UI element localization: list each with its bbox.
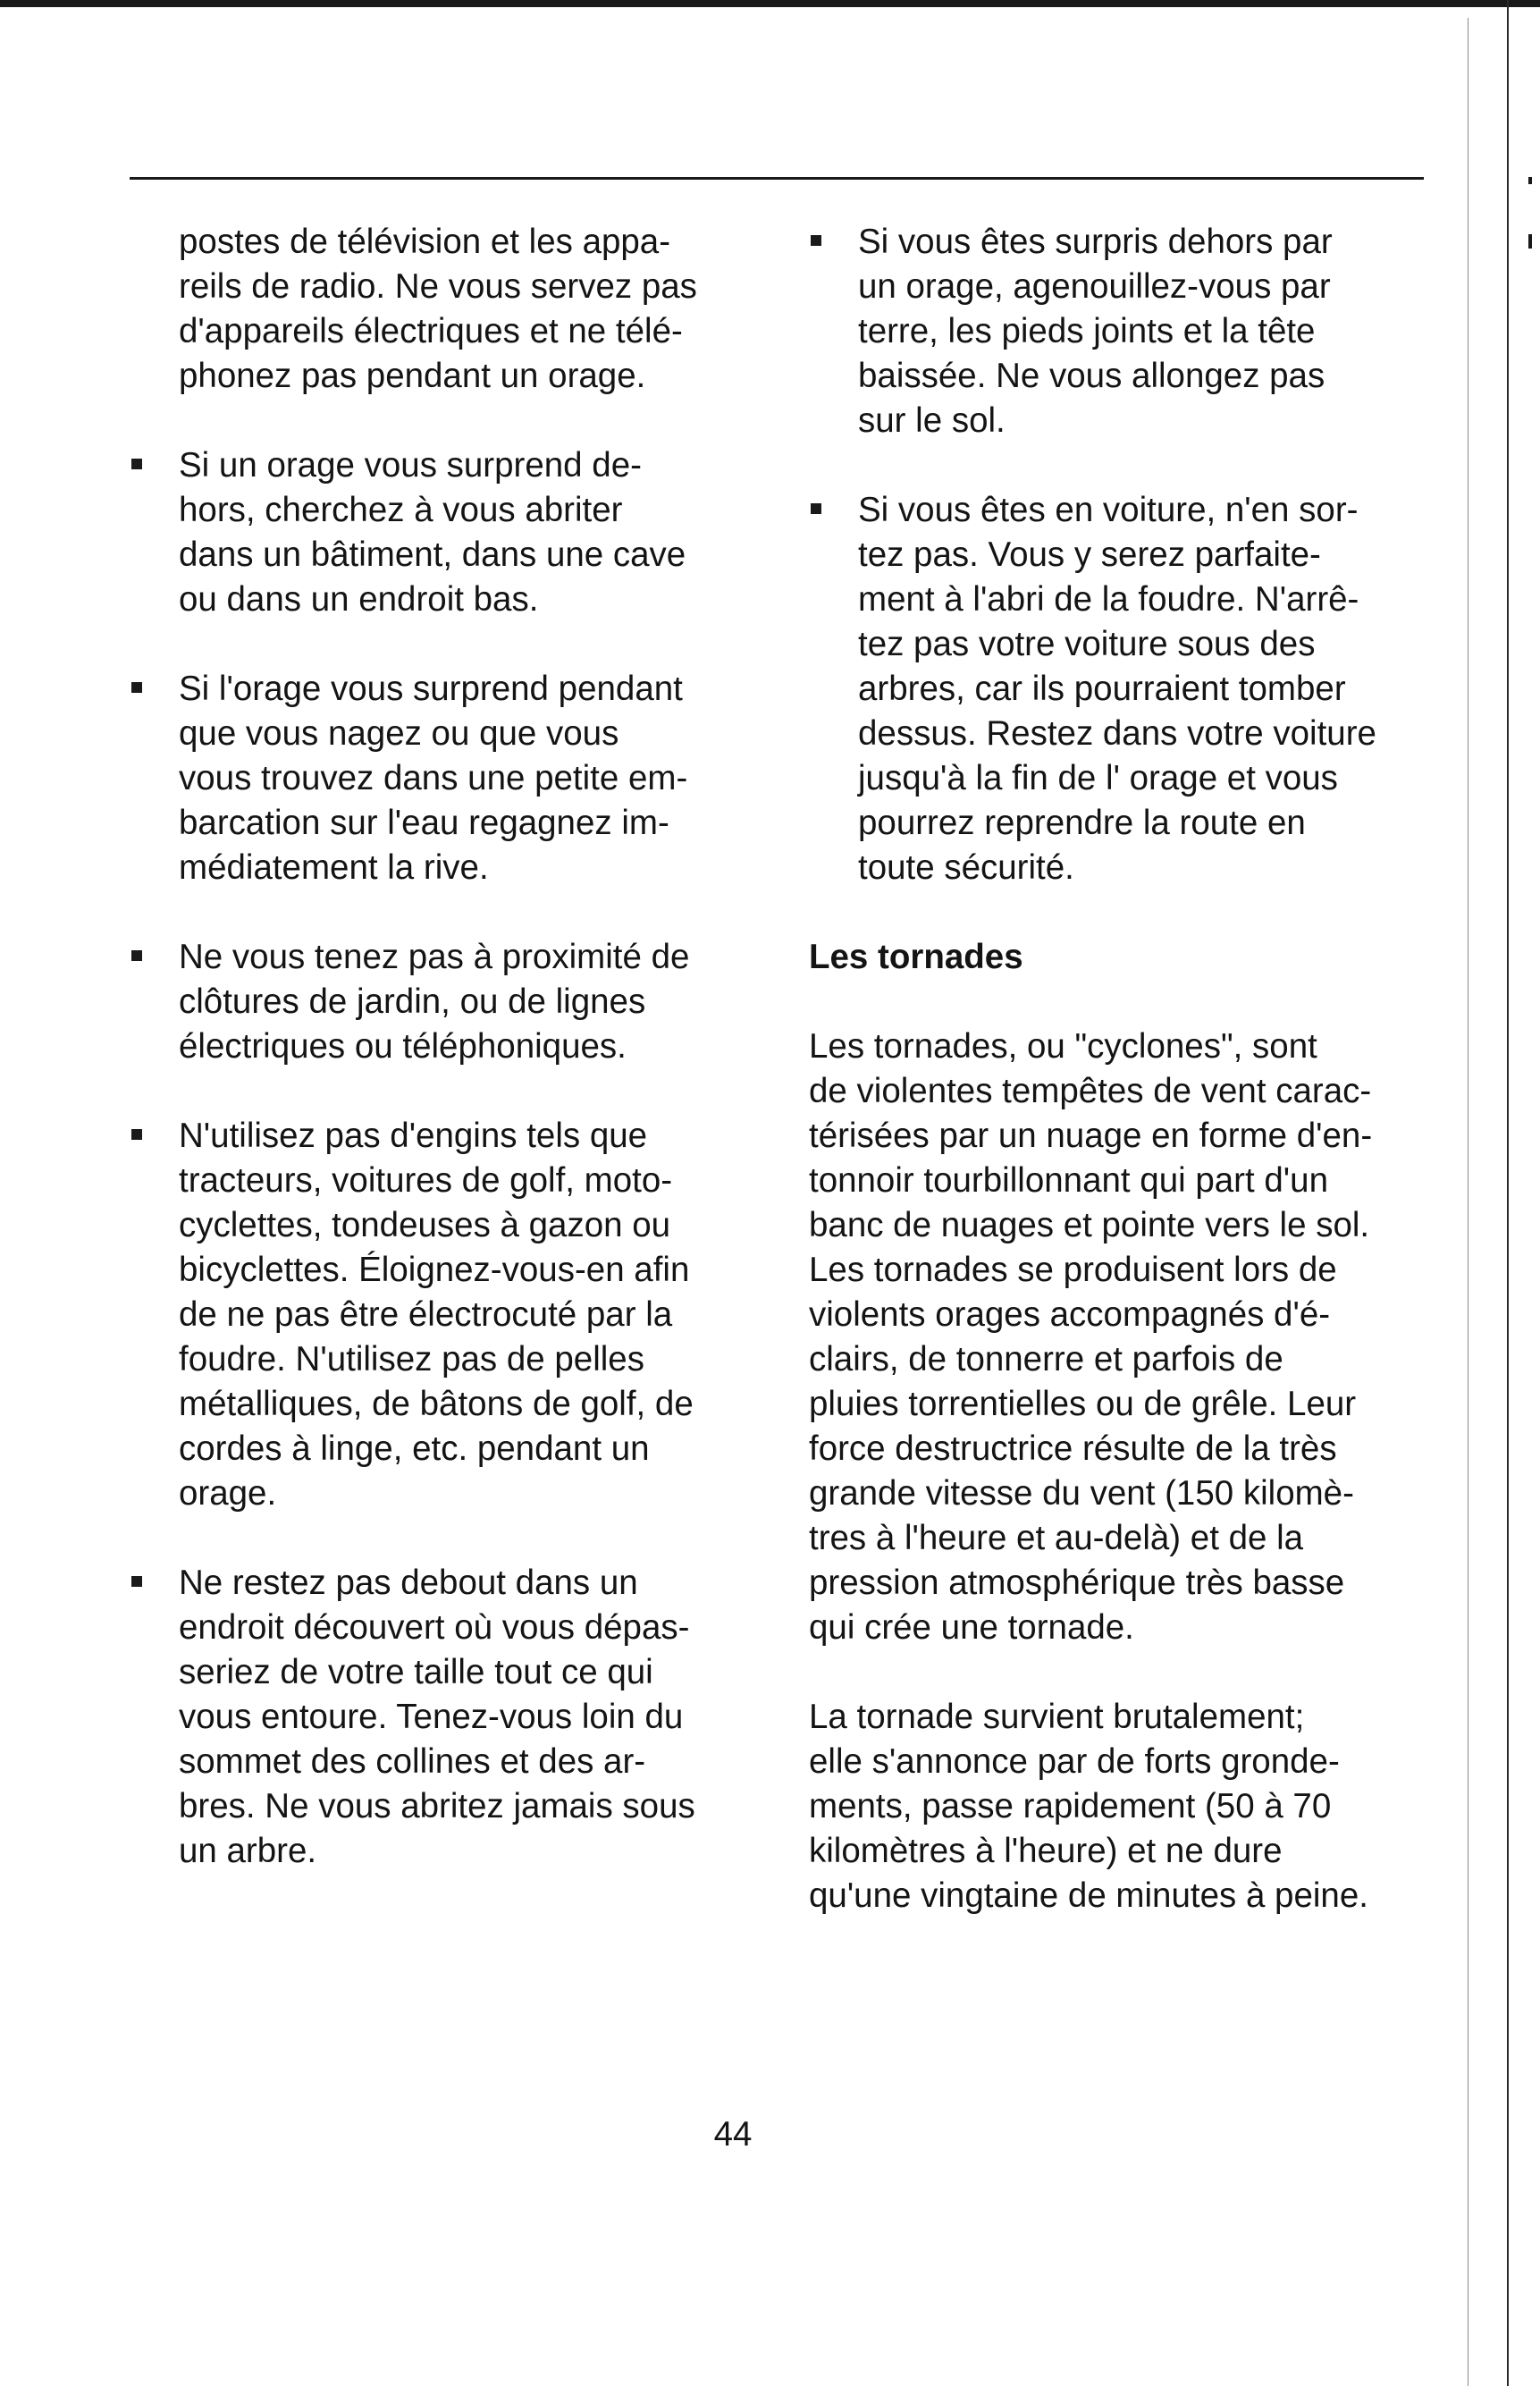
list-item-text: Ne vous tenez pas à proximité de clôtures de jardin, ou de lignes électriques ou téléphoniques. xyxy=(179,938,690,1066)
bullet-square-icon xyxy=(131,950,142,961)
list-item xyxy=(130,667,773,890)
list-item-text: Si vous êtes en voiture, n'en sor- tez pas. Vous y serez parfaite- ment à l'abri de la foudre. N'arrê- tez pas votre voiture sous des arbres, car ils pourraient tomber dessus. Restez dans votre voiture jusqu'à la fin de l' orage et vous pourrez reprendre la route en toute sécurité. xyxy=(858,491,1376,887)
list-item-text: Ne restez pas debout dans un endroit découvert où vous dépas- seriez de votre taille tout ce qui vous entoure. Tenez-vous loin du sommet des collines et des ar- bres. Ne vous abritez jamais sous un arbre. xyxy=(179,1564,695,1870)
scan-right-edge xyxy=(1507,0,1509,2386)
page-number: 44 xyxy=(713,2115,753,2154)
scan-edge-mark xyxy=(1528,234,1532,249)
continuation-paragraph: postes de télévision et les appa- reils de radio. Ne vous servez pas d'appareils électriques et ne télé- phonez pas pendant un orage. xyxy=(179,223,697,395)
list-item-text: Si vous êtes surpris dehors par un orage, agenouillez-vous par terre, les pieds joints et la tête baissée. Ne vous allongez pas sur le sol. xyxy=(858,223,1333,440)
left-column xyxy=(130,220,773,1874)
bullet-square-icon xyxy=(131,459,142,469)
bullet-square-icon xyxy=(811,235,821,246)
list-item xyxy=(130,935,773,1069)
body-paragraph: Les tornades, ou "cyclones", sont de violentes tempêtes de vent carac- térisées par un nuage en forme d'en- tonnoir tourbillonnant qui part d'un banc de nuages et pointe vers le sol. Les tornades se produisent lors de violents orages accompagnés d'é- clairs, de tonnerre et parfois de pluies torrentielles ou de grêle. Leur force destructrice résulte de la très grande vitesse du vent (150 kilomè- tres à l'heure et au-delà) et de la pression atmosphérique très basse qui crée une tornade. xyxy=(809,1027,1373,1647)
list-item xyxy=(130,1114,773,1516)
right-column xyxy=(809,220,1439,1918)
bullet-square-icon xyxy=(131,682,142,693)
bullet-square-icon xyxy=(131,1576,142,1587)
bullet-square-icon xyxy=(811,503,821,514)
scan-edge-mark xyxy=(1528,177,1532,184)
list-item-text: Si l'orage vous surprend pendant que vous nagez ou que vous vous trouvez dans une petite em- barcation sur l'eau regagnez im- médiatement la rive. xyxy=(179,670,688,887)
bullet-square-icon xyxy=(131,1129,142,1140)
section-heading: Les tornades xyxy=(809,938,1023,976)
scan-top-edge xyxy=(0,0,1540,7)
header-rule xyxy=(130,177,1424,180)
list-item xyxy=(809,488,1439,890)
body-paragraph: La tornade survient brutalement; elle s'annonce par de forts gronde- ments, passe rapidement (50 à 70 kilomètres à l'heure) et ne dure qu'une vingtaine de minutes à peine. xyxy=(809,1698,1368,1915)
list-item-text: N'utilisez pas d'engins tels que tracteurs, voitures de golf, moto- cyclettes, tondeuses à gazon ou bicyclettes. Éloignez-vous-en afin de ne pas être électrocuté par la foudre. N'utilisez pas de pelles métalliques, de bâtons de golf, de cordes à linge, etc. pendant un orage. xyxy=(179,1117,694,1513)
list-item xyxy=(130,443,773,622)
list-item xyxy=(809,220,1439,443)
list-item-text: Si un orage vous surprend de- hors, cherchez à vous abriter dans un bâtiment, dans une cave ou dans un endroit bas. xyxy=(179,446,686,619)
list-item xyxy=(130,1561,773,1874)
